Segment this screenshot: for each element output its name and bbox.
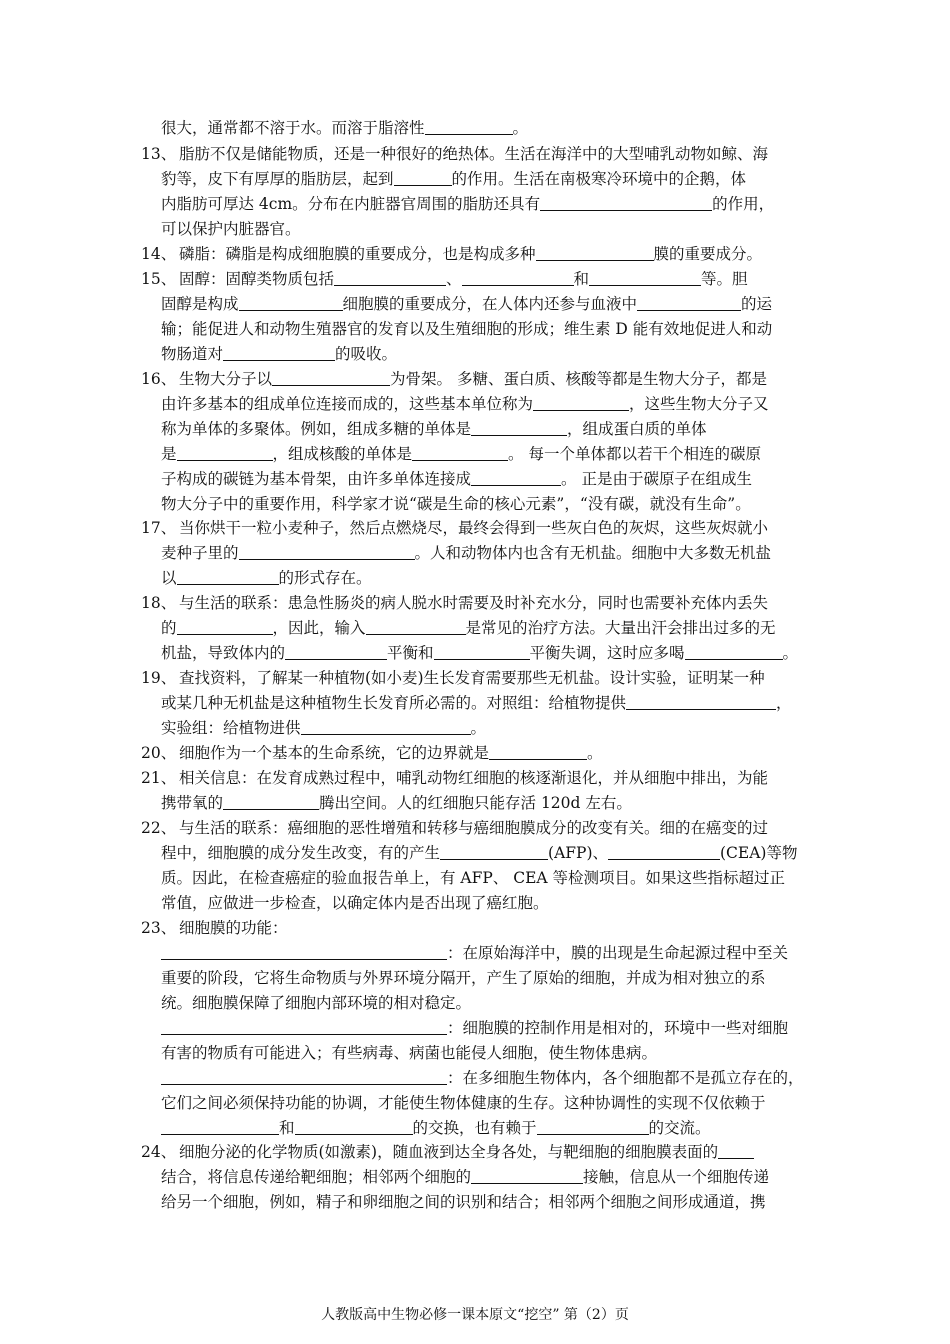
question-13: 13、 脂肪不仅是储能物质，还是一种很好的绝热体。生活在海洋中的大型哺乳动物如鲸、海 豹等，皮下有厚厚的脂肪层，起到 的作用。生活在南极寒冷环境中的企鹅，体 内脂肪可厚达 4cm。分布在内脏器官周围的脂肪还具有 的作用， 可以保护内脏器官。 bbox=[141, 145, 775, 238]
answer-blank[interactable] bbox=[637, 294, 741, 311]
answer-blank[interactable] bbox=[285, 643, 387, 660]
question-23: 23、 细胞膜的功能： ：在原始海洋中，膜的出现是生命起源过程中至关 重要的阶段，它将生命物质与外界环境分隔开，产生了原始的细胞，并成为相对独立的系 统。细胞膜保障了细胞内部环境的相对稳定。 ：细胞膜的控制作用是相对的，环境中一些对细胞 有害的物质有可能进入；有些病毒、病菌也能侵人细胞，使生物体患病。 ：在多细胞生物体内，各个细胞都不是孤立存在的， 它们之间必须保持功能的协调，才能使生物体健康的生存。这种协调性的实现不仅依赖于 和 的交换，也有赖于 的交流。 bbox=[141, 919, 804, 1137]
answer-blank[interactable] bbox=[536, 244, 654, 261]
answer-blank[interactable] bbox=[161, 1018, 447, 1035]
question-24: 24、 细胞分泌的化学物质(如激素)，随血液到达全身各处，与靶细胞的细胞膜表面的 结合，将信息传递给靶细胞；相邻两个细胞的 接触，信息从一个细胞传递 给另一个细胞，例如，精子和卵细胞之间的识别和结合；相邻两个细胞之间形成通道，携 bbox=[141, 1143, 770, 1211]
answer-blank[interactable] bbox=[462, 269, 574, 286]
answer-blank[interactable] bbox=[626, 693, 776, 710]
answer-blank[interactable] bbox=[425, 118, 513, 135]
answer-blank[interactable] bbox=[489, 743, 587, 760]
answer-blank[interactable] bbox=[161, 1118, 279, 1135]
answer-blank[interactable] bbox=[239, 294, 343, 311]
answer-blank[interactable] bbox=[223, 793, 319, 810]
question-21: 21、 相关信息：在发育成熟过程中，哺乳动物红细胞的核逐渐退化，并从细胞中排出，为能 携带氧的 腾出空间。人的红细胞只能存活 120d 左右。 bbox=[141, 769, 769, 812]
answer-blank[interactable] bbox=[685, 643, 783, 660]
answer-blank[interactable] bbox=[718, 1142, 754, 1159]
answer-blank[interactable] bbox=[366, 618, 466, 635]
answer-blank[interactable] bbox=[161, 1068, 447, 1085]
answer-blank[interactable] bbox=[177, 618, 273, 635]
answer-blank[interactable] bbox=[223, 344, 335, 361]
answer-blank[interactable] bbox=[177, 444, 273, 461]
answer-blank[interactable] bbox=[533, 394, 629, 411]
answer-blank[interactable] bbox=[394, 169, 452, 186]
answer-blank[interactable] bbox=[412, 444, 508, 461]
answer-blank[interactable] bbox=[177, 568, 279, 585]
question-14: 14、 磷脂：磷脂是构成细胞膜的重要成分，也是构成多种 膜的重要成分。 bbox=[141, 245, 763, 263]
answer-blank[interactable] bbox=[471, 1167, 583, 1184]
question-17: 17、 当你烘干一粒小麦种子，然后点燃烧尽，最终会得到一些灰白色的灰烬，这些灰烬就小 麦种子里的 。人和动物体内也含有无机盐。细胞中大多数无机盐 以 的形式存在。 bbox=[141, 519, 772, 587]
answer-blank[interactable] bbox=[239, 543, 415, 560]
answer-blank[interactable] bbox=[440, 843, 548, 860]
answer-blank[interactable] bbox=[434, 643, 530, 660]
question-16: 16、 生物大分子以 为骨架。 多糖、蛋白质、核酸等都是生物大分子，都是 由许多基本的组成单位连接而成的，这些基本单位称为 ，这些生物大分子又 称为单体的多聚体。例如，组成多糖的单体是 ，组成蛋白质的单体 是 ，组成核酸的单体是 。 每一个单体都以若干个相连的碳原 子构成的碳链为基本骨架，由许多单体连接成 。 正是由于碳原子在组成生 物大分子中的重要作用，科学家才说“碳是生命的核心元素”，“没有碳，就没有生命”。 bbox=[141, 370, 769, 513]
question-19: 19、 查找资料，了解某一种植物(如小麦)生长发育需要那些无机盐。设计实验，证明某一种 或某几种无机盐是这种植物生长发育所必需的。对照组：给植物提供 ， 实验组：给植物进供 。 bbox=[141, 669, 792, 737]
question-18: 18、 与生活的联系：患急性肠炎的病人脱水时需要及时补充水分，同时也需要补充体内丢失 的 ，因此，输入 是常见的治疗方法。大量出汗会排出过多的无 机盐，导致体内的 平衡和 平衡失调，这时应多喝 。 bbox=[141, 594, 799, 662]
answer-blank[interactable] bbox=[608, 843, 720, 860]
answer-blank[interactable] bbox=[471, 469, 561, 486]
answer-blank[interactable] bbox=[272, 369, 390, 386]
answer-blank[interactable] bbox=[589, 269, 701, 286]
answer-blank[interactable] bbox=[471, 419, 567, 436]
item-12-continuation: 很大，通常都不溶于水。而溶于脂溶性 。 bbox=[161, 119, 529, 137]
page-footer: 人教版高中生物必修一课本原文“挖空” 第（2）页 bbox=[321, 1307, 629, 1323]
answer-blank[interactable] bbox=[537, 1118, 649, 1135]
answer-blank[interactable] bbox=[301, 718, 471, 735]
answer-blank[interactable] bbox=[161, 943, 447, 960]
answer-blank[interactable] bbox=[295, 1118, 413, 1135]
question-15: 15、 固醇：固醇类物质包括 、 和 等。胆 固醇是构成 细胞膜的重要成分，在人体内还参与血液中 的运 输；能促进人和动物生殖器官的发育以及生殖细胞的形成；维生素 D 能有效地促进人和动 物肠道对 的吸收。 bbox=[141, 270, 773, 363]
question-20: 20、 细胞作为一个基本的生命系统，它的边界就是 。 bbox=[141, 744, 603, 762]
answer-blank[interactable] bbox=[334, 269, 446, 286]
question-22: 22、 与生活的联系：癌细胞的恶性增殖和转移与癌细胞膜成分的改变有关。细的在癌变的过 程中，细胞膜的成分发生改变，有的产生 (AFP)、 (CEA)等物 质。因此，在检查癌症的验血报告单上，有 AFP、 CEA 等检测项目。如果这些指标超过正 常值，应做进一步检查，以确定体内是否出现了癌红胞。 bbox=[141, 819, 798, 912]
answer-blank[interactable] bbox=[540, 194, 712, 211]
